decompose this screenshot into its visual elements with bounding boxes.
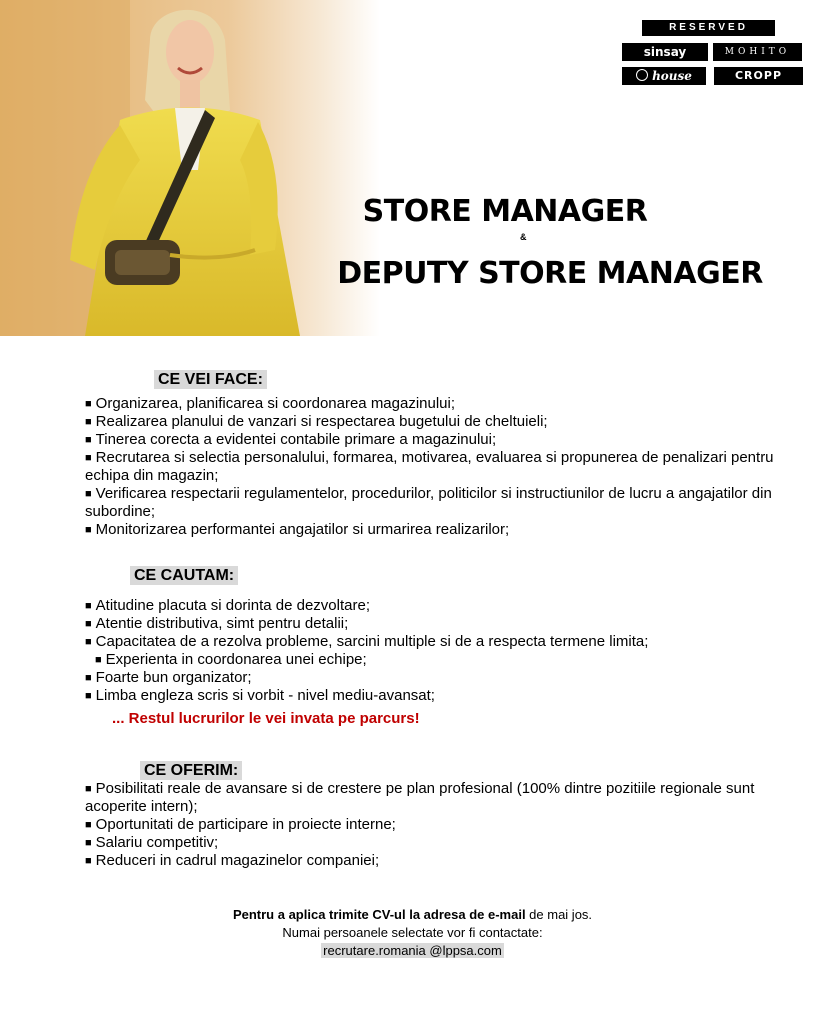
list-item: ■ Oportunitati de participare in proiecte interne;: [85, 816, 396, 833]
list-item: ■ Organizarea, planificarea si coordonarea magazinului;: [85, 395, 456, 412]
cropp-logo: CROPP: [714, 67, 803, 85]
house-logo-text: house: [652, 69, 692, 83]
apply-instructions-bold: Pentru a aplica trimite CV-ul la adresa de e-mail: [232, 907, 526, 922]
list-item: ■ Verificarea respectarii regulamentelor, procedurilor, politicilor si instructiunilor de lucru a angajatilor din subordine;: [85, 485, 772, 520]
list-item: ■ Limba engleza scris si vorbit - nivel mediu-avansat;: [85, 687, 435, 704]
learn-on-the-way-note: ... Restul lucrurilor le vei invata pe parcurs!: [112, 710, 420, 727]
reserved-logo: RESERVED: [642, 20, 775, 36]
title-store-manager: STORE MANAGER: [362, 194, 648, 229]
heading-we-offer: CE OFERIM:: [140, 761, 242, 780]
heading-what-you-do: CE VEI FACE:: [154, 370, 267, 389]
heading-we-look-for: CE CAUTAM:: [130, 566, 238, 585]
house-circle-icon: [636, 69, 648, 81]
list-item: ■ Realizarea planului de vanzari si respectarea bugetului de cheltuieli;: [85, 413, 548, 430]
sinsay-logo: sinsay: [622, 43, 708, 61]
list-we-offer: [85, 780, 800, 870]
house-logo: [622, 67, 706, 85]
list-item: ■ Atitudine placuta si dorinta de dezvoltare;: [85, 597, 370, 614]
apply-instructions: [0, 906, 825, 924]
list-item: ■ Capacitatea de a rezolva probleme, sarcini multiple si de a respecta termene limita;: [85, 633, 649, 650]
contact-email[interactable]: recrutare.romania @lppsa.com: [323, 943, 502, 958]
list-item: ■ Posibilitati reale de avansare si de crestere pe plan profesional (100% dintre pozitiile regionale sunt acoperite intern);: [85, 780, 755, 815]
title-ampersand: &: [520, 232, 527, 242]
email-line: [0, 942, 825, 960]
hero-banner: [0, 0, 825, 336]
list-item: ■ Experienta in coordonarea unei echipe;: [95, 651, 367, 668]
selection-note: Numai persoanele selectate vor fi contactate:: [282, 925, 543, 940]
list-item: ■ Monitorizarea performantei angajatilor si urmarirea realizarilor;: [85, 521, 510, 538]
list-we-look-for: [85, 597, 800, 705]
apply-instructions-rest: de mai jos.: [525, 907, 593, 922]
list-item: ■ Salariu competitiv;: [85, 834, 219, 851]
list-item: ■ Tinerea corecta a evidentei contabile primare a magazinului;: [85, 431, 497, 448]
brand-logos: [0, 0, 825, 100]
list-item: ■ Foarte bun organizator;: [85, 669, 252, 686]
mohito-logo: MOHITO: [713, 43, 802, 61]
list-item: ■ Reduceri in cadrul magazinelor companiei;: [85, 852, 380, 869]
list-item: ■ Recrutarea si selectia personalului, formarea, motivarea, evaluarea si propunerea de penalizari pentru echipa din magazin;: [85, 449, 774, 484]
list-what-you-do: [85, 395, 800, 539]
title-deputy-store-manager: DEPUTY STORE MANAGER: [337, 256, 763, 291]
list-item: ■ Atentie distributiva, simt pentru detalii;: [85, 615, 349, 632]
